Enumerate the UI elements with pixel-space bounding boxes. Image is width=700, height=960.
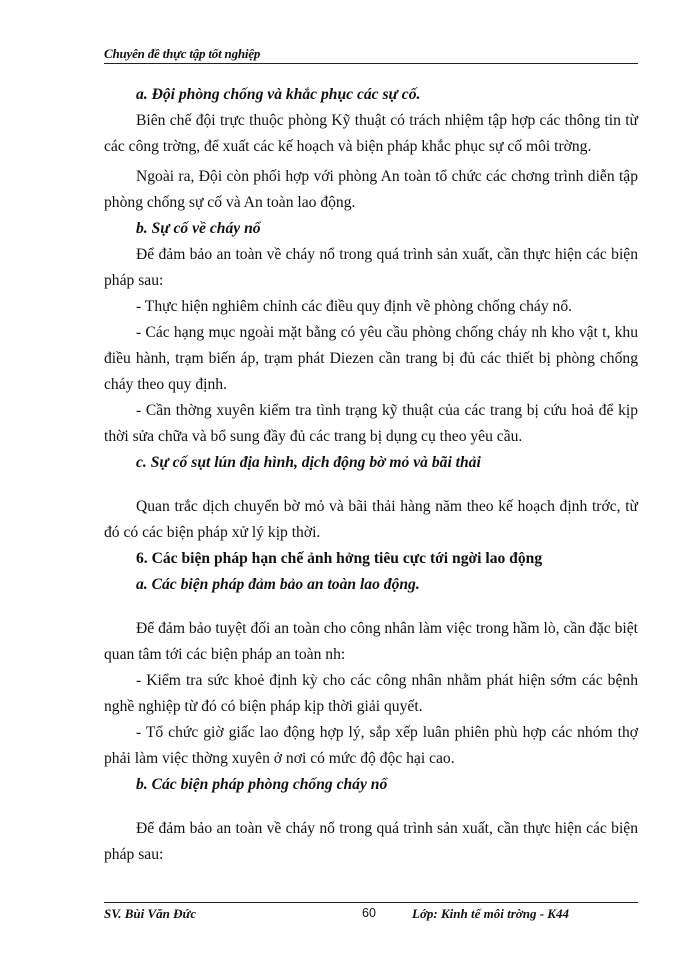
heading-c1: c. Sự cố sụt lún địa hình, dịch động bờ mỏ và bãi thải: [136, 454, 481, 471]
heading-b2: b. Các biện pháp phòng chống cháy nổ: [136, 776, 388, 793]
heading-a2: a. Các biện pháp đảm bảo an toàn lao động.: [136, 576, 420, 593]
paragraph-3: Để đảm bảo an toàn về cháy nổ trong quá trình sản xuất, cần thực hiện các biện pháp sau:: [104, 246, 638, 289]
paragraph-10: - Tổ chức giờ giấc lao động hợp lý, sắp xếp luân phiên phù hợp các nhóm thợ phải làm việc thờng xuyên ở nơi có mức độ độc hại cao.: [104, 724, 638, 767]
paragraph-7: Quan trắc dịch chuyển bờ mỏ và bãi thải hàng năm theo kế hoạch định trớc, từ đó có các biện pháp xử lý kịp thời.: [104, 498, 638, 541]
page-body: [104, 82, 638, 868]
heading-b1: b. Sự cố về cháy nổ: [136, 220, 261, 237]
header-rule: [104, 63, 638, 64]
paragraph-9: - Kiểm tra sức khoẻ định kỳ cho các công nhân nhằm phát hiện sớm các bệnh nghề nghiệp từ đó có biện pháp kịp thời giải quyết.: [104, 672, 638, 715]
paragraph-11: Để đảm bảo an toàn về cháy nổ trong quá trình sản xuất, cần thực hiện các biện pháp sau:: [104, 820, 638, 863]
heading-section-6: 6. Các biện pháp hạn chế ảnh hởng tiêu cực tới ngời lao động: [136, 550, 543, 567]
page-number: 60: [362, 906, 376, 920]
footer-class: Lớp: Kinh tế môi trờng - K44: [412, 906, 569, 921]
footer-rule: [104, 902, 638, 903]
header-title: Chuyên đề thực tập tốt nghiệp: [104, 46, 261, 61]
paragraph-5: - Các hạng mục ngoài mặt bằng có yêu cầu phòng chống cháy nh kho vật t, khu điều hành, trạm biến áp, trạm phát Diezen cần trang bị đủ các thiết bị phòng chống cháy theo quy định.: [104, 324, 638, 393]
paragraph-1: Biên chế đội trực thuộc phòng Kỹ thuật có trách nhiệm tập hợp các thông tin từ các công trờng, để xuất các kế hoạch và biện pháp khắc phục sự cố môi trờng.: [104, 112, 638, 155]
paragraph-4: - Thực hiện nghiêm chỉnh các điều quy định về phòng chống cháy nổ.: [136, 298, 573, 315]
paragraph-6: - Cần thờng xuyên kiểm tra tình trạng kỹ thuật của các trang bị cứu hoả để kịp thời sửa chữa và bổ sung đầy đủ các trang bị dụng cụ theo yêu cầu.: [104, 402, 638, 445]
footer-author: SV. Bùi Văn Đức: [104, 906, 197, 921]
paragraph-2: Ngoài ra, Đội còn phối hợp với phòng An toàn tổ chức các chơng trình diễn tập phòng chống sự cố và An toàn lao động.: [104, 168, 638, 211]
paragraph-8: Để đảm bảo tuyệt đối an toàn cho công nhân làm việc trong hầm lò, cần đặc biệt quan tâm tới các biện pháp an toàn nh:: [104, 620, 638, 663]
heading-a1: a. Đội phòng chống và khắc phục các sự cố.: [136, 86, 421, 103]
